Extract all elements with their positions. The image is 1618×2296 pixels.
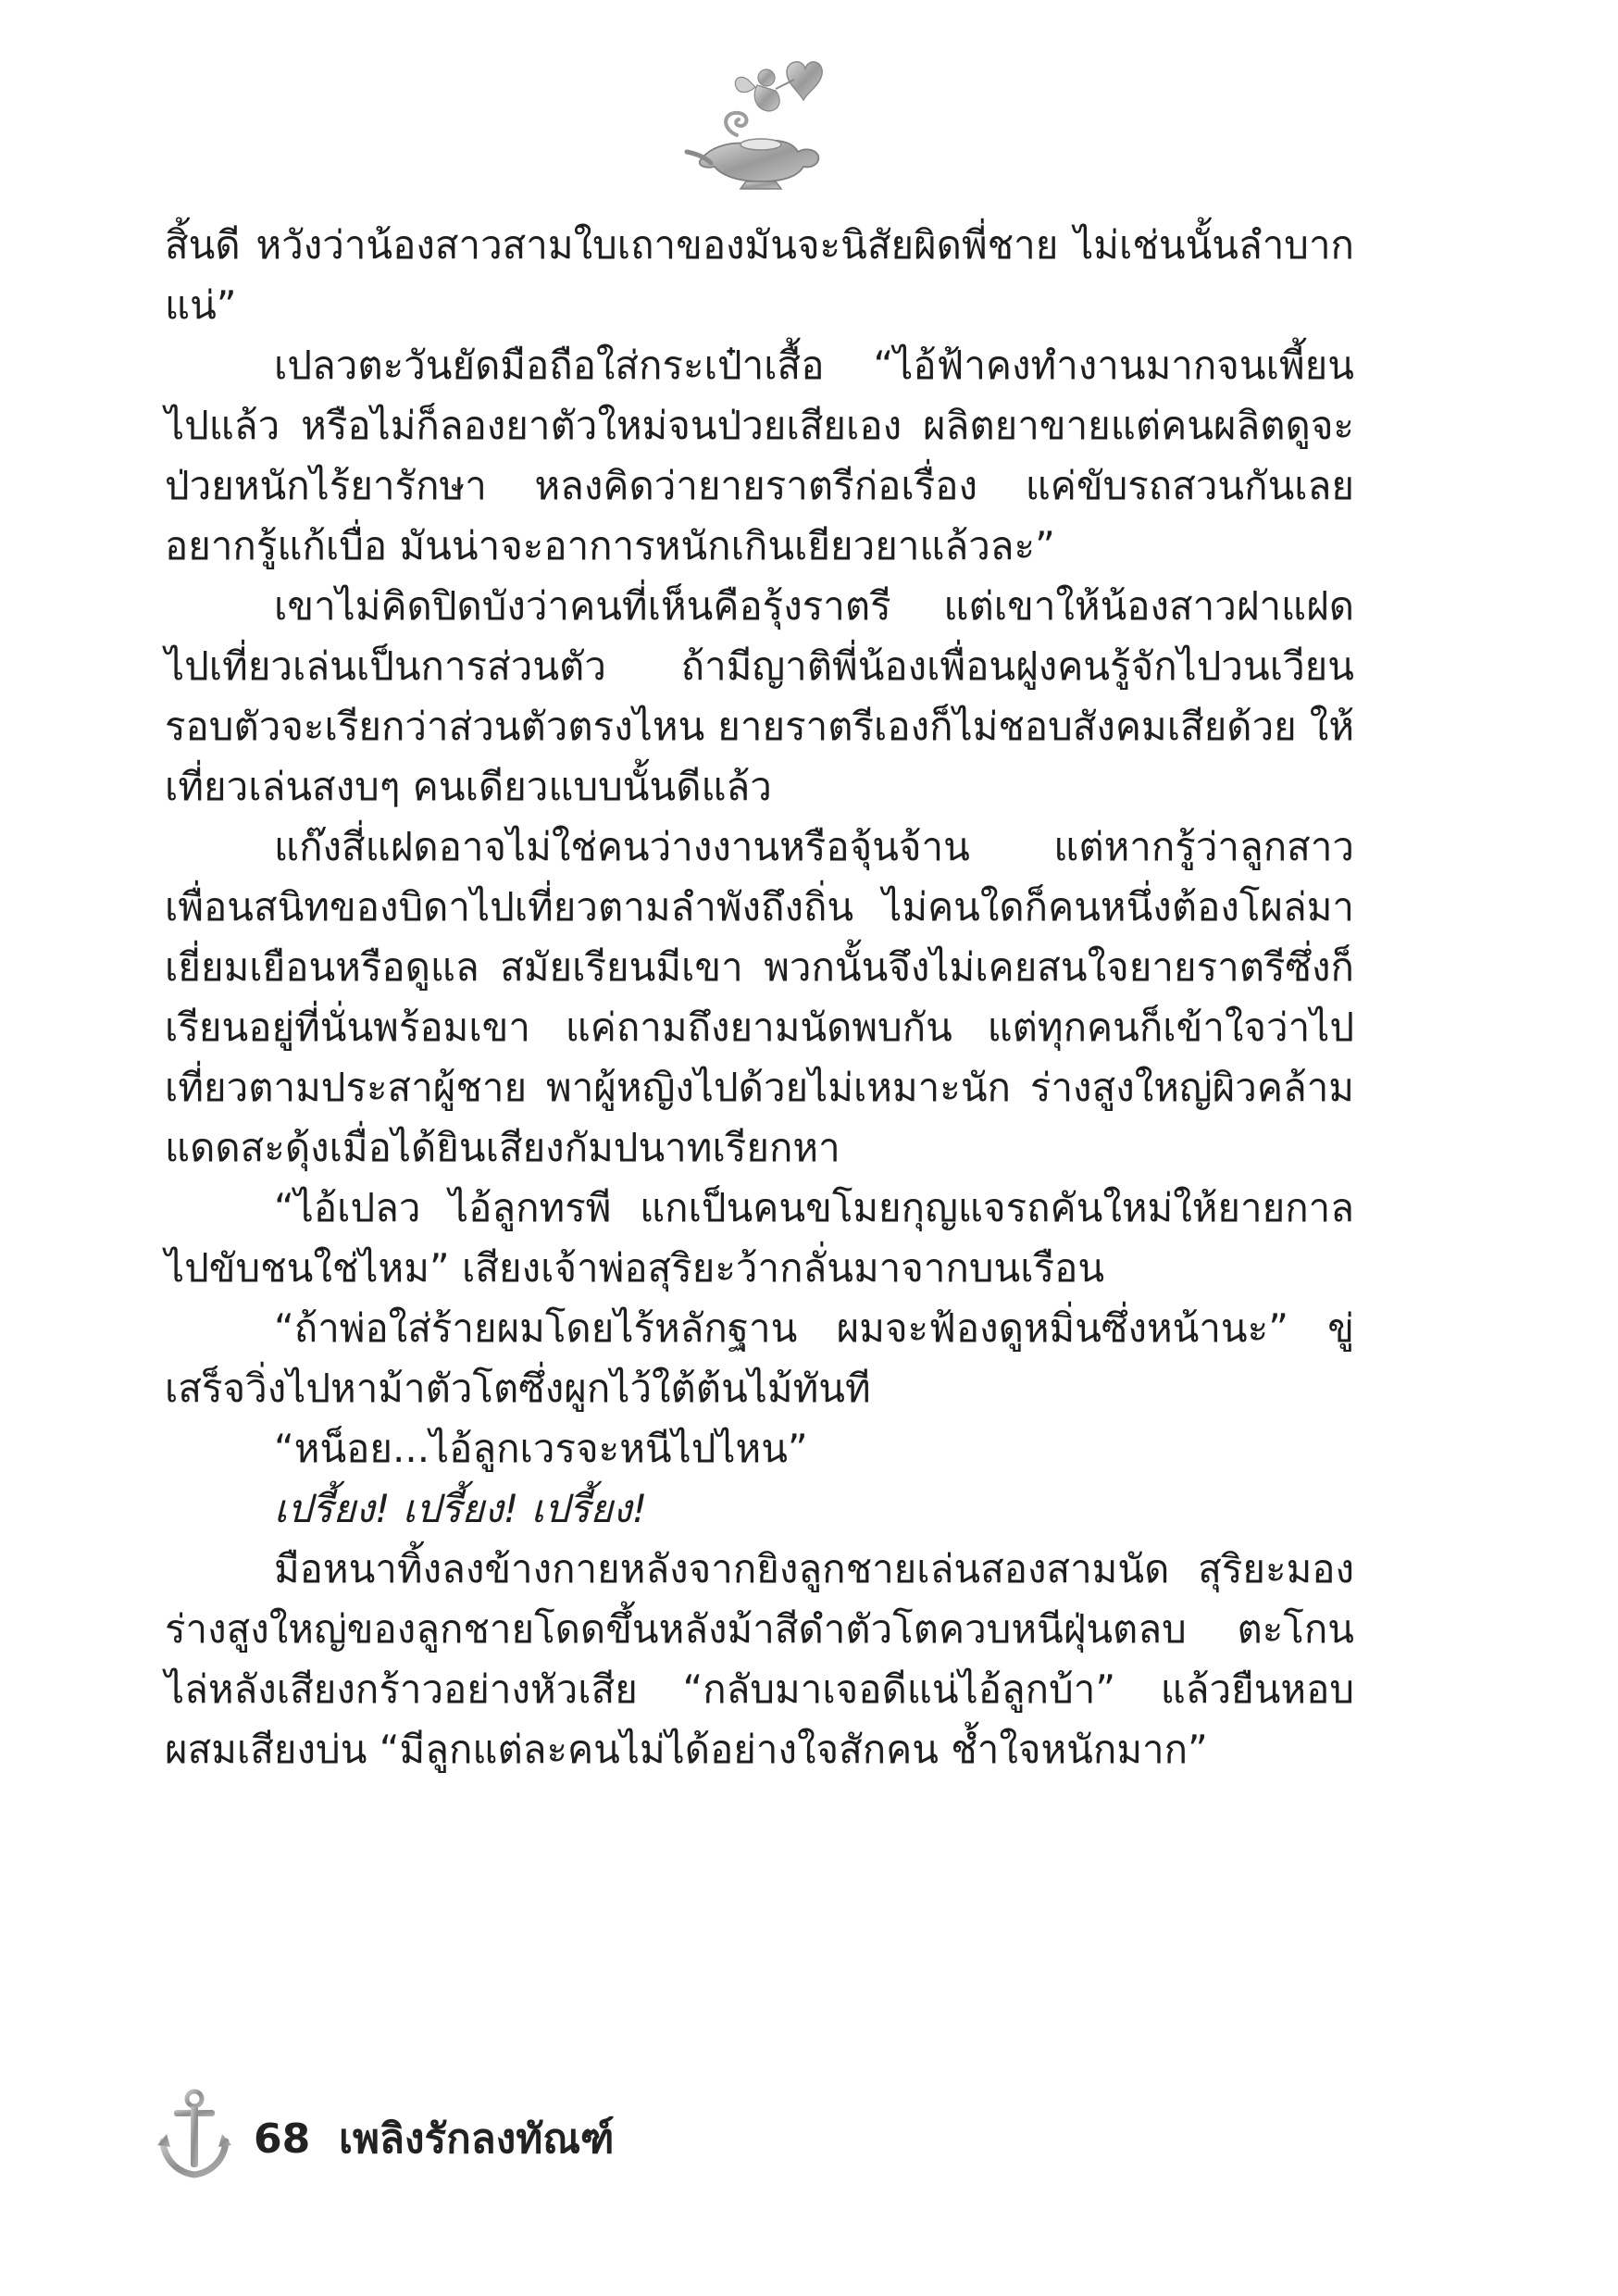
dialogue-paragraph: “ถ้าพ่อใส่ร้ายผมโดยไร้หลักฐาน ผมจะฟ้องดูหมิ่นซึ่งหน้านะ” ขู่เสร็จวิ่งไปหาม้าตัวโตซึ่งผูกไว้ใต้ต้นไม้ทันที	[165, 1305, 1354, 1411]
paragraph-continuation: สิ้นดี หวังว่าน้องสาวสามใบเถาของมันจะนิสัยผิดพี่ชาย ไม่เช่นนั้นลำบากแน่”	[165, 222, 1354, 328]
paragraph: แก๊งสี่แฝดอาจไม่ใช่คนว่างงานหรือจุ้นจ้าน แต่หากรู้ว่าลูกสาวเพื่อนสนิทของบิดาไปเที่ยวตามลำพังถึงถิ่น ไม่คนใดก็คนหนึ่งต้องโผล่มาเยี่ยมเยือนหรือดูแล สมัยเรียนมีเขา พวกนั้นจึงไม่เคยสนใจยายราตรีซึ่งก็เรียนอยู่ที่นั่นพร้อมเขา แค่ถามถึงยามนัดพบกัน แต่ทุกคนก็เข้าใจว่าไปเที่ยวตามประสาผู้ชาย พาผู้หญิงไปด้วยไม่เหมาะนัก ร่างสูงใหญ่ผิวคล้ามแดดสะดุ้งเมื่อได้ยินเสียงกัมปนาทเรียกหา	[165, 824, 1354, 1170]
book-title: เพลิงรักลงทัณฑ์	[339, 2115, 615, 2163]
dialogue-paragraph: “หน็อย...ไอ้ลูกเวรจะหนีไปไหน”	[274, 1426, 808, 1471]
dialogue-paragraph: “ไอ้เปลว ไอ้ลูกทรพี แกเป็นคนขโมยกุญแจรถคันใหม่ให้ยายกาลไปขับชนใช่ไหม” เสียงเจ้าพ่อสุริยะว้ากลั่นมาจากบนเรือน	[165, 1185, 1354, 1291]
paragraph: เขาไม่คิดปิดบังว่าคนที่เห็นคือรุ้งราตรี แต่เขาให้น้องสาวฝาแฝดไปเที่ยวเล่นเป็นการส่วนตัว ถ้ามีญาติพี่น้องเพื่อนฝูงคนรู้จักไปวนเวียนรอบตัวจะเรียกว่าส่วนตัวตรงไหน ยายราตรีเองก็ไม่ชอบสังคมเสียด้วย ให้เที่ยวเล่นสงบๆ คนเดียวแบบนั้นดีแล้ว	[165, 583, 1354, 809]
paragraph: มือหนาทิ้งลงข้างกายหลังจากยิงลูกชายเล่นสองสามนัด สุริยะมองร่างสูงใหญ่ของลูกชายโดดขึ้นหลังม้าสีดำตัวโตควบหนีฝุ่นตลบ ตะโกนไล่หลังเสียงกร้าวอย่างหัวเสีย “กลับมาเจอดีแน่ไอ้ลูกบ้า” แล้วยืนหอบผสมเสียงบ่น “มีลูกแต่ละคนไม่ได้อย่างใจสักคน ช้ำใจหนักมาก”	[165, 1546, 1354, 1772]
page-footer	[157, 2088, 990, 2180]
anchor-icon	[157, 2088, 231, 2180]
paragraph: เปลวตะวันยัดมือถือใส่กระเป๋าเสื้อ “ไอ้ฟ้าคงทำงานมากจนเพี้ยนไปแล้ว หรือไม่ก็ลองยาตัวใหม่จนป่วยเสียเอง ผลิตยาขายแต่คนผลิตดูจะป่วยหนักไร้ยารักษา หลงคิดว่ายายราตรีก่อเรื่อง แค่ขับรถสวนกันเลยอยากรู้แก้เบื่อ มันน่าจะอาการหนักเกินเยียวยาแล้วละ”	[165, 343, 1354, 568]
sound-effect-paragraph: เปรี้ยง! เปรี้ยง! เปรี้ยง!	[274, 1486, 648, 1531]
magic-lamp-with-cupid-icon	[683, 52, 831, 191]
page-number: 68	[254, 2115, 311, 2163]
chapter-body-text	[165, 215, 1354, 1779]
